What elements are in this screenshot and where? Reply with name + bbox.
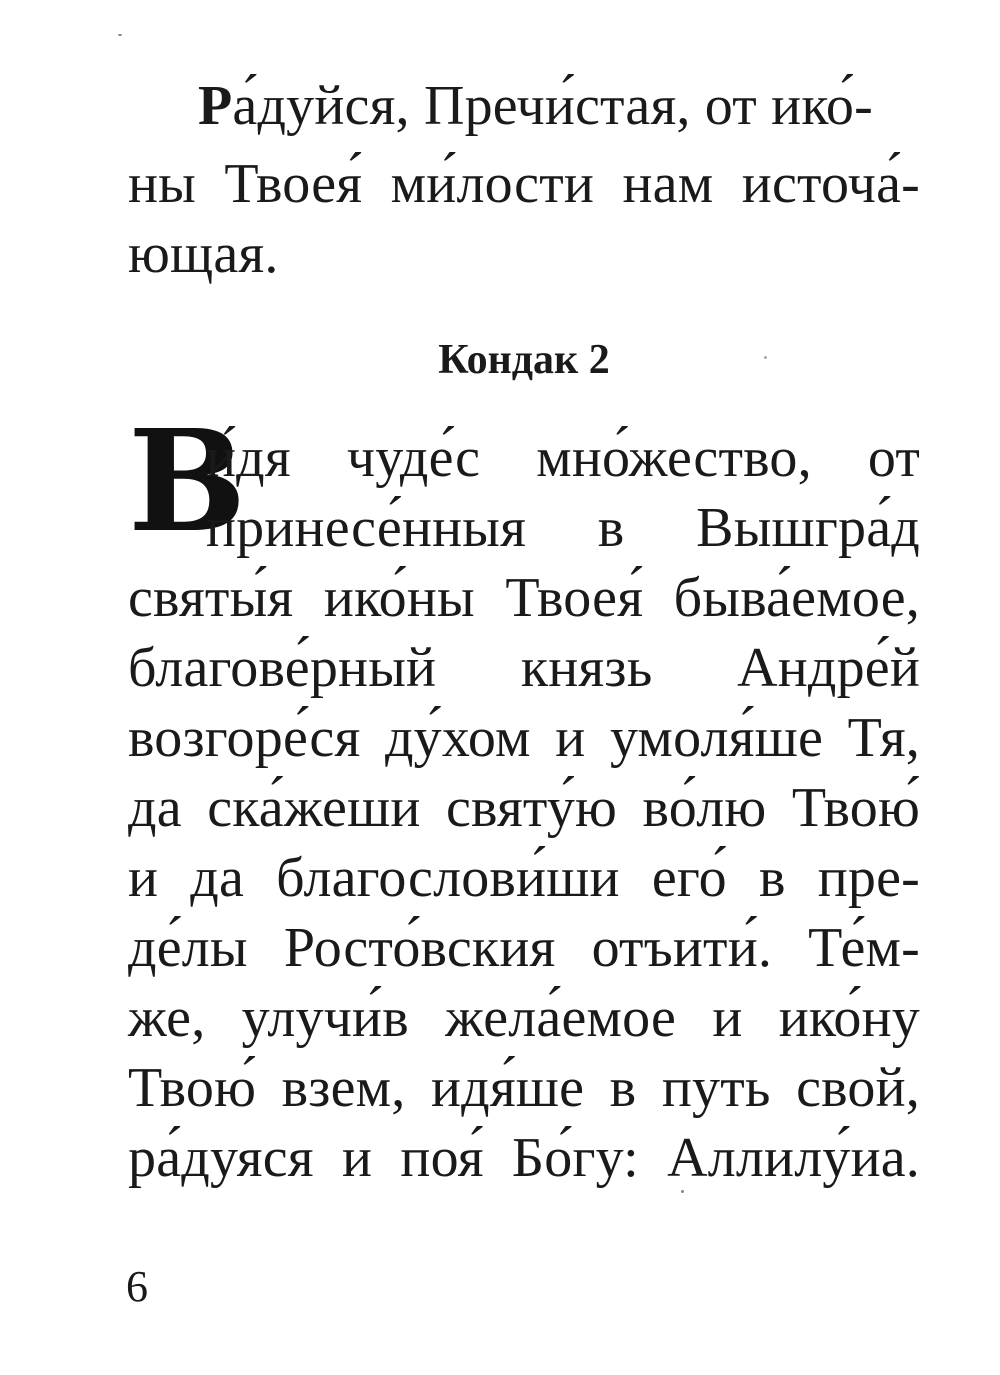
intro-line-2: ны Твоея́ ми́лости нам источа́- [128, 153, 920, 215]
kondak-line-4: благове́рный князь Андре́й [128, 637, 920, 699]
kondak-heading: Кондак 2 [438, 337, 610, 383]
intro-first-letter: Р [198, 75, 233, 137]
kondak-line-2: принесе́нныя в Вышгра́д [206, 497, 920, 559]
kondak-line-1: и́дя чуде́с мно́жество, от [206, 427, 920, 489]
page-number: 6 [126, 1262, 148, 1311]
print-speck [764, 356, 767, 359]
kondak-line-3: святы́я ико́ны Твоея́ быва́емое, [128, 567, 920, 629]
kondak-line-10: Твою́ взем, идя́ше в путь свой, [128, 1057, 920, 1119]
kondak-line-7: и да благослови́ши его́ в пре- [128, 847, 920, 909]
kondak-line-6: да ска́жеши святу́ю во́лю Твою́ [128, 777, 920, 839]
intro-line-3: ющая. [128, 223, 279, 285]
print-speck [118, 34, 122, 36]
print-speck [681, 1190, 684, 1193]
intro-line-1-text: а́дуйся, Пречи́стая, от ико́- [232, 75, 873, 137]
intro-line-1 [198, 70, 920, 142]
kondak-line-9: же, улучи́в жела́емое и ико́ну [128, 987, 920, 1049]
kondak-line-8: де́лы Росто́вския отъити́. Те́м- [128, 917, 920, 979]
kondak-line-11: ра́дуяся и поя́ Бо́гу: Аллилу́иа. [128, 1127, 920, 1189]
kondak-line-5: возгоре́ся ду́хом и умоля́ше Тя, [128, 707, 920, 769]
drop-cap-letter: В [128, 400, 247, 564]
